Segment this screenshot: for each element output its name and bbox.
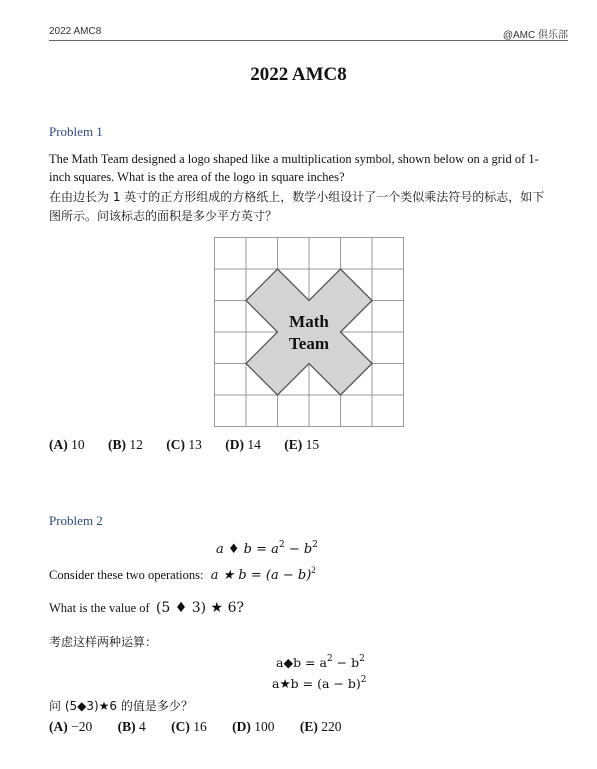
- problem2-choice-e[interactable]: [300, 719, 342, 735]
- choice-value: 100: [254, 719, 275, 734]
- choice-label: (D): [232, 719, 251, 734]
- problem1-choice-e[interactable]: [284, 437, 319, 453]
- logo-text-line1: Math: [289, 312, 329, 331]
- operation-intro-line: Consider these two operations: a ★ $b = (a - b)^2$: [49, 565, 316, 583]
- choice-value: −20: [71, 719, 93, 734]
- operation-diamond-formula: a ♦ $b = a^2 - b^2$: [216, 540, 318, 557]
- cn-op1-exp-a: 2: [326, 654, 333, 664]
- header-right-text: @AMC 俱乐部: [502, 30, 568, 41]
- cn-op2-exp: 2: [360, 675, 367, 685]
- header-divider: [49, 40, 568, 41]
- problem1-choices: [49, 437, 319, 453]
- problem1-choice-a[interactable]: [49, 437, 85, 453]
- choice-label: (D): [225, 437, 244, 452]
- page-title: 2022 AMC8: [250, 64, 347, 85]
- cn-op2-rhs: (a − b): [317, 676, 361, 691]
- logo-text-line2: Team: [289, 334, 329, 353]
- choice-value: 16: [193, 719, 207, 734]
- problem2-choice-c[interactable]: [171, 719, 207, 735]
- choice-label: (C): [171, 719, 190, 734]
- choice-label: (A): [49, 437, 68, 452]
- op1-exp-b: 2: [312, 540, 318, 550]
- problem1-text-en: The Math Team designed a logo shaped like a multiplication symbol, shown below on a grid of 1-inch squares. What is the area of the logo in square inches?: [49, 152, 539, 184]
- op1-rhs-a: a: [271, 542, 279, 557]
- choice-value: 14: [247, 437, 261, 452]
- problem2-question-cn: 问 (5◆3)★6 的值是多少？: [49, 699, 193, 713]
- cn-op1-exp-b: 2: [359, 654, 365, 664]
- op2-exp: 2: [311, 565, 316, 575]
- choice-value: 13: [188, 437, 202, 452]
- op2-rhs: (a − b): [265, 568, 312, 583]
- problem1-choice-b[interactable]: [108, 437, 143, 453]
- op1-lhs: a ♦ b: [216, 542, 252, 557]
- choice-label: (E): [284, 437, 303, 452]
- choice-label: (C): [166, 437, 185, 452]
- header-left-text: 2022 AMC8: [49, 26, 102, 37]
- question-expression: (5 ♦ 3) ★ 6?: [155, 600, 244, 616]
- op1-exp-a: 2: [278, 540, 285, 550]
- question-line: [49, 600, 244, 616]
- problem2-choices: [49, 719, 342, 735]
- op2-lhs: a ★ b: [210, 568, 247, 583]
- cn-op2-lhs: a★b =: [272, 676, 318, 691]
- problem2-choice-b[interactable]: [118, 719, 146, 735]
- cn-operation-diamond: [276, 654, 365, 670]
- cn-operation-star: [272, 675, 366, 691]
- problem1-heading: Problem 1: [49, 124, 103, 139]
- choice-label: (B): [117, 719, 136, 734]
- operation-intro-text: Consider these two operations:: [49, 568, 204, 582]
- choice-label: (A): [49, 719, 68, 734]
- choice-value: 10: [71, 437, 85, 452]
- question-prefix: What is the value of: [49, 601, 150, 615]
- choice-value: 4: [139, 719, 146, 734]
- cn-op1-a: a: [319, 655, 327, 670]
- logo-grid-figure: [214, 237, 404, 427]
- choice-label: (E): [299, 719, 318, 734]
- cn-op1-minus: −: [332, 655, 352, 670]
- cn-op1-b: b: [351, 655, 360, 670]
- problem2-choice-d[interactable]: [232, 719, 274, 735]
- problem1-text-cn: 在由边长为 1 英寸的正方形组成的方格纸上，数学小组设计了一个类似乘法符号的标志，如下图所示。问该标志的面积是多少平方英寸？: [49, 190, 545, 223]
- problem2-choice-a[interactable]: [49, 719, 92, 735]
- choice-value: 15: [305, 437, 320, 452]
- problem1-choice-d[interactable]: [225, 437, 261, 453]
- problem2-intro-cn: 考虑这样两种运算：: [49, 635, 158, 649]
- problem1-choice-c[interactable]: [166, 437, 202, 453]
- cn-op1-lhs: a◆b =: [276, 655, 320, 670]
- choice-label: (B): [108, 437, 126, 452]
- op1-rhs-b: b: [303, 542, 313, 557]
- problem2-heading: Problem 2: [49, 513, 103, 528]
- choice-value: 12: [129, 437, 143, 452]
- choice-value: 220: [321, 719, 342, 734]
